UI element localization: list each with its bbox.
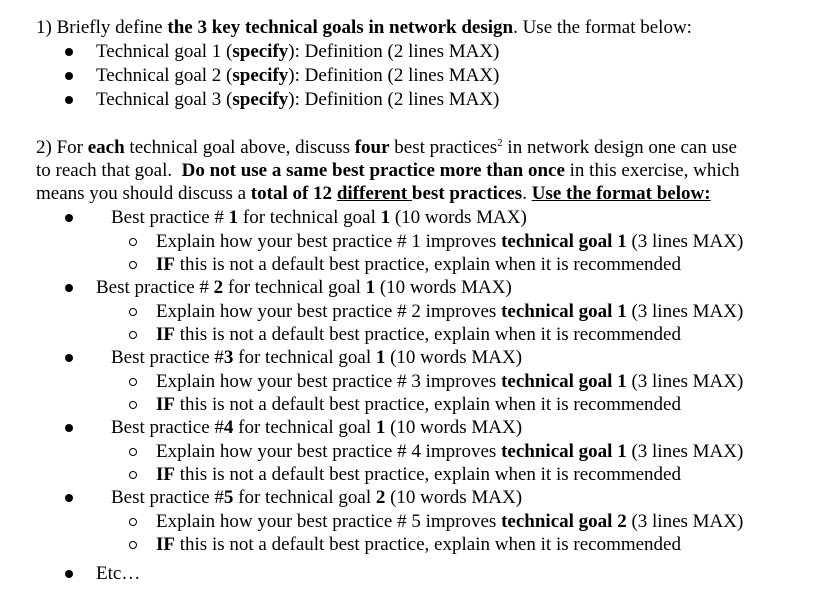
practice-1-explain: Explain how your best practice # 1 improves technical goal 1 (3 lines MAX) [156,231,744,252]
bullet-dot [65,570,73,578]
sub-bullet-circle [129,448,137,456]
bullet-dot [65,214,73,222]
etc-text: Etc… [96,563,141,584]
q2-line-1: 2) For each technical goal above, discuss four best practices$^2$ in network design one can use [36,137,737,158]
sub-bullet-circle [129,378,137,386]
sub-bullet-circle [129,308,137,316]
bullet-dot [65,72,73,80]
q1-goal-1: Technical goal 1 (specify): Definition (2 lines MAX) [96,41,500,62]
q1-bold: the 3 key technical goals in network design [167,17,514,38]
practice-2-if: IF this is not a default best practice, explain when it is recommended [156,324,681,345]
sub-bullet-circle [129,541,137,549]
bullet-dot [65,424,73,432]
q2-line-3: means you should discuss a total of 12 different best practices. Use the format below: [36,183,711,204]
practice-1-if: IF this is not a default best practice, explain when it is recommended [156,254,681,275]
bullet-dot [65,284,73,292]
q1-heading [36,16,692,39]
q1-goal-3: Technical goal 3 (specify): Definition (2 lines MAX) [96,89,500,110]
practice-2-explain: Explain how your best practice # 2 improves technical goal 1 (3 lines MAX) [156,301,744,322]
sub-bullet-circle [129,401,137,409]
practice-4-explain: Explain how your best practice # 4 improves technical goal 1 (3 lines MAX) [156,441,744,462]
q1-prefix: 1) Briefly define [36,17,168,38]
practice-4: Best practice #4 for technical goal 1 (10 words MAX) [111,417,523,438]
sub-bullet-circle [129,261,137,269]
q1-suffix: . Use the format below: [513,17,692,38]
practice-2: Best practice # 2 for technical goal 1 (10 words MAX) [96,277,512,298]
sub-bullet-circle [129,238,137,246]
sub-bullet-circle [129,331,137,339]
practice-5-explain: Explain how your best practice # 5 improves technical goal 2 (3 lines MAX) [156,511,744,532]
bullet-dot [65,48,73,56]
sub-bullet-circle [129,518,137,526]
q1-goal-2: Technical goal 2 (specify): Definition (2 lines MAX) [96,65,500,86]
practice-5-if: IF this is not a default best practice, explain when it is recommended [156,534,681,555]
practice-4-if: IF this is not a default best practice, explain when it is recommended [156,464,681,485]
practice-3: Best practice #3 for technical goal 1 (10 words MAX) [111,347,523,368]
practice-5: Best practice #5 for technical goal 2 (10 words MAX) [111,487,523,508]
practice-1: Best practice # 1 for technical goal 1 (10 words MAX) [111,207,527,228]
bullet-dot [65,494,73,502]
sub-bullet-circle [129,471,137,479]
q2-line-2: to reach that goal. Do not use a same best practice more than once in this exercise, which [36,160,740,181]
footnote-ref: 2 [497,137,503,149]
bullet-dot [65,354,73,362]
bullet-dot [65,96,73,104]
practice-3-explain: Explain how your best practice # 3 improves technical goal 1 (3 lines MAX) [156,371,744,392]
practice-3-if: IF this is not a default best practice, explain when it is recommended [156,394,681,415]
